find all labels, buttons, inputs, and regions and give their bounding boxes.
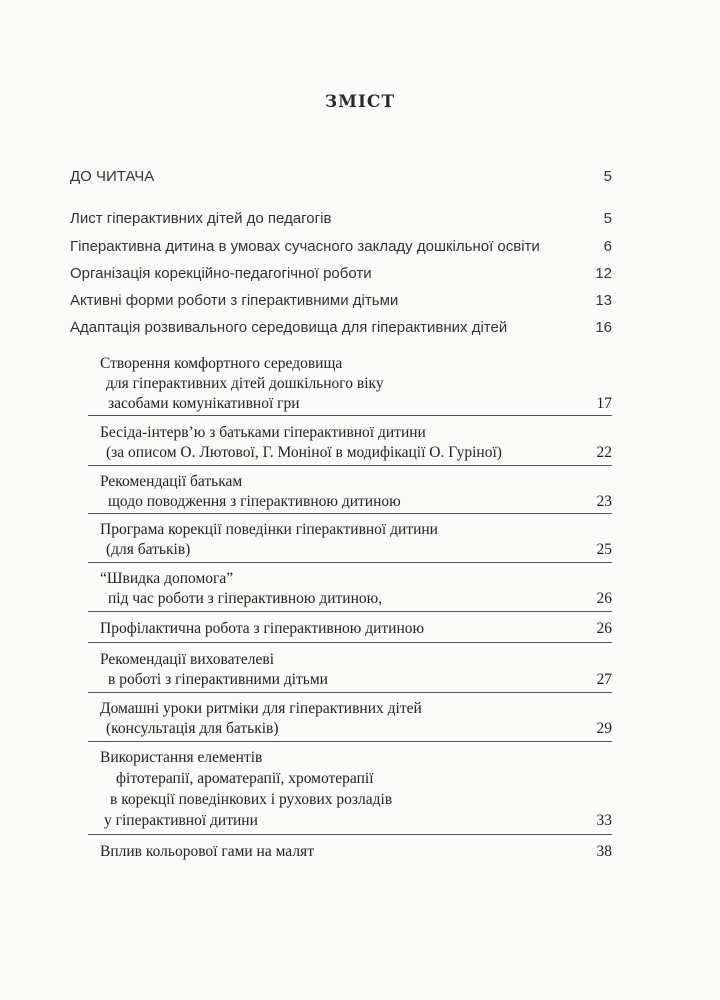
- toc-entry-title: Домашні уроки ритміки для гіперактивних дітей: [100, 700, 422, 717]
- toc-entry-page: 16: [595, 319, 612, 336]
- toc-entry-title: Вплив кольорової гами на малят: [100, 843, 314, 860]
- toc-entry-page: 38: [596, 843, 612, 860]
- toc-entry-title: засобами комунікативної гри: [108, 395, 300, 412]
- toc-entry-title: Гіперактивна дитина в умовах сучасного закладу дошкільної освіти: [70, 238, 540, 255]
- toc-entry-title: Рекомендації батькам: [100, 473, 243, 490]
- entry-divider: [88, 834, 612, 835]
- toc-entry-title: фітотерапії, ароматерапії, хромотерапії: [116, 770, 374, 787]
- toc-entry-page: 33: [596, 812, 612, 829]
- toc-entry-page: 26: [596, 590, 612, 607]
- toc-entry-title: щодо поводження з гіперактивною дитиною: [108, 493, 401, 510]
- toc-entry-title: Організація корекційно-педагогічної роботи: [70, 265, 372, 282]
- toc-entry-page: 17: [596, 395, 612, 412]
- entry-divider: [88, 415, 612, 416]
- toc-entry-title: Лист гіперактивних дітей до педагогів: [70, 210, 332, 227]
- toc-entry-title: Використання елементів: [100, 749, 263, 766]
- toc-entry-title: Адаптація розвивального середовища для гіперактивних дітей: [70, 319, 508, 336]
- toc-entry-title: (консультація для батьків): [106, 720, 279, 737]
- toc-entry-title: “Швидка допомога”: [100, 570, 234, 587]
- toc-entry-title: для гіперактивних дітей дошкільного віку: [106, 375, 384, 392]
- toc-entry-title: у гіперактивної дитини: [104, 812, 258, 829]
- entry-divider: [88, 513, 612, 514]
- toc-entry-page: 29: [596, 720, 612, 737]
- toc-entry-title: в роботі з гіперактивними дітьми: [108, 671, 328, 688]
- toc-entry-page: 5: [603, 168, 612, 185]
- entry-divider: [88, 562, 612, 563]
- entry-divider: [88, 692, 612, 693]
- toc-entry-page: 22: [596, 444, 612, 461]
- toc-entry-page: 25: [596, 541, 612, 558]
- entry-divider: [88, 642, 612, 643]
- toc-entry-title: Профілактична робота з гіперактивною дитиною: [100, 620, 425, 637]
- toc-entry-title: під час роботи з гіперактивною дитиною,: [108, 590, 383, 607]
- toc-entry-page: 6: [603, 238, 612, 255]
- toc-entry-title: ДО ЧИТАЧА: [70, 168, 155, 185]
- page-title: ЗМІСТ: [324, 92, 396, 112]
- toc-entry-page: 13: [595, 292, 612, 309]
- toc-entry-page: 12: [595, 265, 612, 282]
- toc-entry-page: 27: [596, 671, 612, 688]
- toc-entry-title: Програма корекції поведінки гіперактивної дитини: [100, 521, 438, 538]
- toc-entry-title: (за описом О. Лютової, Г. Моніної в модифікації О. Гуріної): [106, 444, 502, 461]
- entry-divider: [88, 611, 612, 612]
- toc-entry-title: Бесіда-інтерв’ю з батьками гіперактивної дитини: [100, 424, 426, 441]
- toc-entry-title: (для батьків): [106, 541, 191, 558]
- entry-divider: [88, 465, 612, 466]
- toc-entry-page: 26: [596, 620, 612, 637]
- entry-divider: [88, 741, 612, 742]
- toc-entry-title: Активні форми роботи з гіперактивними дітьми: [70, 292, 399, 309]
- toc-entry-page: 23: [596, 493, 612, 510]
- toc-entry-title: в корекції поведінкових і рухових розладів: [110, 791, 393, 808]
- toc-entry-page: 5: [603, 210, 612, 227]
- toc-entry-title: Створення комфортного середовища: [100, 355, 343, 372]
- toc-entry-title: Рекомендації вихователеві: [100, 651, 275, 668]
